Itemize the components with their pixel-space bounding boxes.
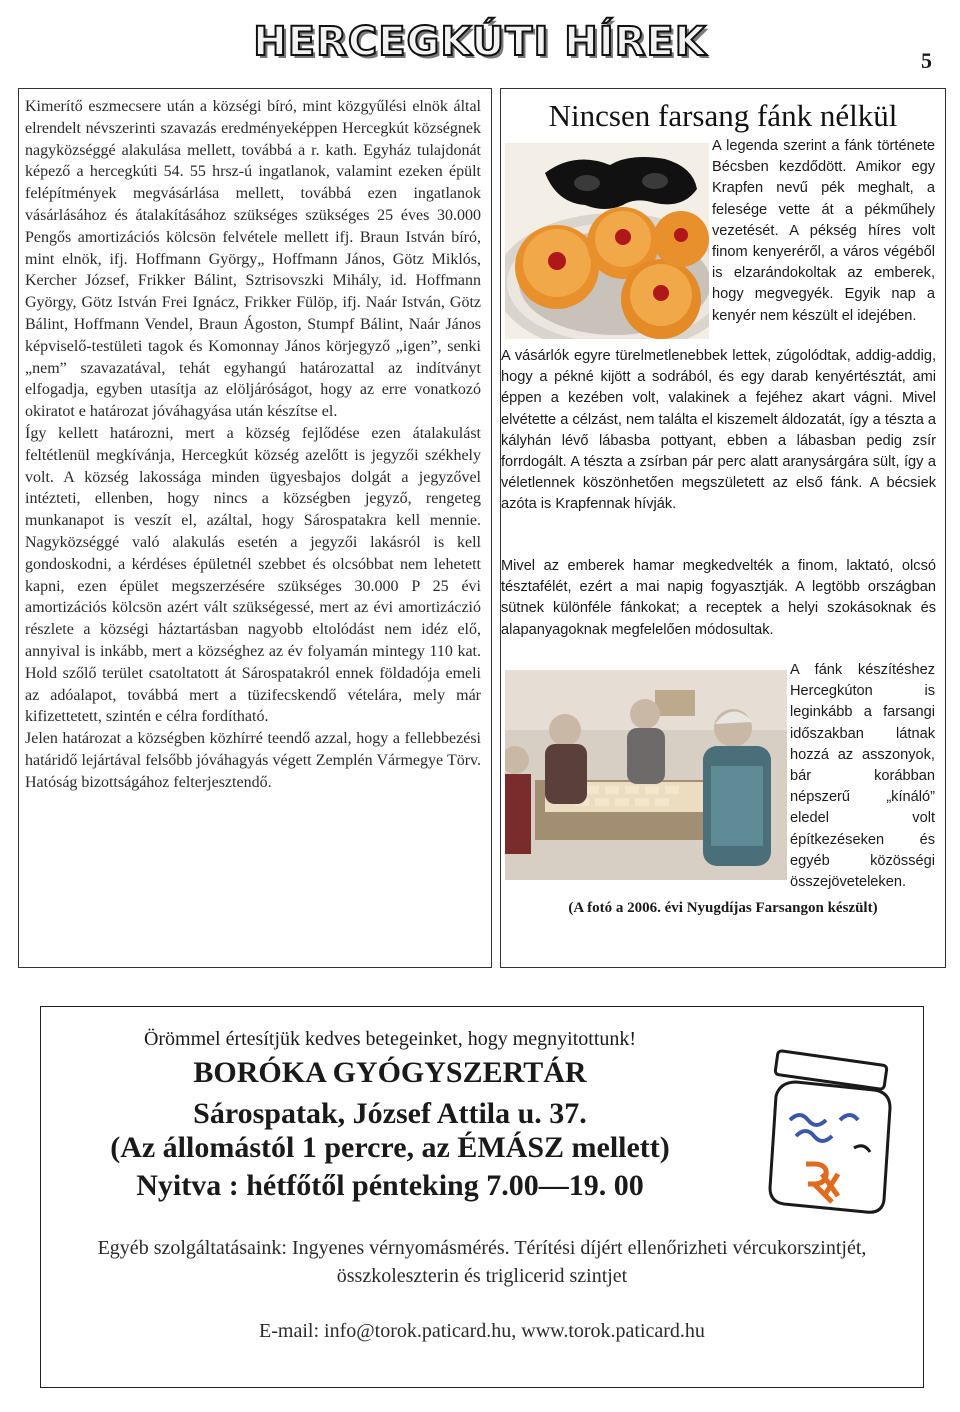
donut-photo	[505, 143, 709, 339]
masthead-title: HERCEGKÚTI HÍREK	[253, 19, 707, 65]
pharmacy-address: Sárospatak, József Attila u. 37.	[193, 1097, 587, 1130]
resolution-paragraph-1: Kimerítő eszmecsere után a községi bíró, mint közgyűlési elnök által elrendelt névszerinti szavazás eredményeképpen Hercegkút községnek nagyközséggé alakulása mellett, továbbá a r. kath. Egyház tulajdonát képező a hercegkúti 54. 55 hrsz-ú ingatlanok, valamint ezeken épült felépítmények megvásárlása mellett, továbbá ezen ingatlanok vásárlásához és átalakításához szükséges szükséges 25 éves 30.000 Pengős amortizációs kölcsön felvétele mellett ifj. Braun István bíró, mint elnök, ifj. Hoffmann György„ Hoffmann János, Götz Miklós, Kercher József, Frikker Bálint, Sztrisovszki Mihály, id. Hoffmann György, Götz István Frei Ignácz, Frikker Fülöp, ifj. Naár István, Götz Bálint, Hoffmann Vendel, Braun Ágoston, Stumpf Bálint, Naár János képviselő-testületi tagok és Komonnay János körjegyző „igen”, senki „nem” szavazatával, tehát egyhangú határozattal az indítványt elfogadja, egyben utasítja az elöljáróságot, hogy az erre vonatkozó okiratot e határozat jóváhagyása után készítse el.	[25, 98, 481, 421]
pharmacy-location: (Az állomástól 1 percre, az ÉMÁSZ mellett)	[110, 1131, 670, 1164]
photo-credit: (A fotó a 2006. évi Nyugdíjas Farsangon készült)	[568, 900, 878, 916]
council-resolution-text	[25, 96, 481, 794]
masthead	[0, 20, 960, 64]
pharmacy-hours: Nyitva : hétfőtől pénteking 7.00—19. 00	[136, 1169, 644, 1202]
article-body-paragraph-1: A vásárlók egyre türelmetlenebbek lettek, zúgolódtak, addig-addig, hogy a pékné kijött a sodrából, és egy darab kenyértésztát, ami éppen a kezében volt, valakinek a fejéhez akart vágni. Mivel elvétette a célzást, nem találta el kiszemelt áldozatát, így a tészta a kályhán lévő lábasba pottyant, ebben a lábasban pedig zsír forrdogált. A tészta a zsírban pár perc alatt aranysárgára sült, így a véletlennek köszönhetően megszületett az első fánk. A bécsiek azóta is Krapfennak hívják.	[501, 348, 936, 513]
medicine-bottle-icon	[756, 1024, 912, 1218]
pharmacy-services: Egyéb szolgáltatásaink: Ingyenes vérnyomásmérés. Térítési díjért ellenőrizheti vércukorszintjét, összkoleszterin és triglicerid szintjet	[97, 1237, 867, 1287]
donut-photo-illustration	[505, 143, 709, 339]
resolution-paragraph-3: Jelen határozat a községben közhírré teendő azzal, hogy a fellebbezési határidő lejártával felsőbb jóváhagyás végett Zemplén Vármegye Törv. Hatóság bizottságához felterjesztendő.	[25, 730, 481, 791]
pharmacy-ad-intro: Örömmel értesítjük kedves betegeinket, hogy megnyitottunk!	[143, 1028, 637, 1050]
article-body-paragraph-2: Mivel az emberek hamar megkedvelték a finom, laktató, olcsó tésztafélét, ezért a mai napig fogyasztják. A legtöbb országban sütnek különféle fánkokat; a receptek a helyi szokásoknak és alapanyagoknak megfelelően módosultak.	[501, 558, 936, 638]
medicine-bottle-drawing	[756, 1024, 912, 1218]
article-title: Nincsen farsang fánk nélkül	[548, 98, 898, 133]
pharmacy-name: BORÓKA GYÓGYSZERTÁR	[193, 1056, 587, 1089]
pharmacy-contact: E-mail: info@torok.paticard.hu, www.torok.paticard.hu	[259, 1320, 705, 1342]
kitchen-caption: A fánk készítéshez Hercegkúton is leginkább a farsangi időszakban látnak hozzá az asszonyok, bár korábban népszerű „kínáló” eledel volt építkezéseken és egyéb közösségi összejöveteleken.	[790, 662, 935, 891]
resolution-paragraph-2: Így kellett határozni, mert a község fejlődése ezen átalakulást feltétlenül megkívánja, Hercegkút község azelőtt is jegyzői székhely volt. A község lakossága minden ügyesbajos dolgát a jegyzővel intézteti, ellenben, hogy nincs a községben jegyző, rengeteg munkanapot is veszít el, azáltal, hogy Sárospatakra kell mennie. Nagyközséggé való alakulás esetén a jegyzői lakásról is kell gondoskodni, a kérdéses épületnél szebbet és olcsóbbat nem lehetett kapni, ezen épület megszerzésére szükséges 30.000 P 25 évi amortizációs kölcsön azért vált szükségessé, mert az évi amortizáczió részlete a községi háztartásban nagyobb eltolódást nem idéz elő, annyival is inkább, mert a községhez az év folyamán mintegy 110 kat. Hold szőlő terület csatoltatott át Sárospatakról ennek földadója emeli az adóalapot, továbbá mert a tüzifecskendő vételára, mely már kifizettetett, szintén e célra fordítható.	[25, 424, 481, 726]
kitchen-photo	[505, 670, 787, 880]
donut-legend-text: A legenda szerint a fánk története Bécsben kezdődött. Amikor egy Krapfen nevű pék meghalt, a felesége vette át a pékműhely vezetését. A pékség híres volt finom kenyeréről, a város végéből is elzarándokoltak az emberek, hogy megvegyék. Egyik nap a kenyér nem készült el idejében.	[712, 138, 935, 324]
page-number: 5	[921, 48, 932, 73]
kitchen-photo-illustration	[505, 670, 787, 880]
